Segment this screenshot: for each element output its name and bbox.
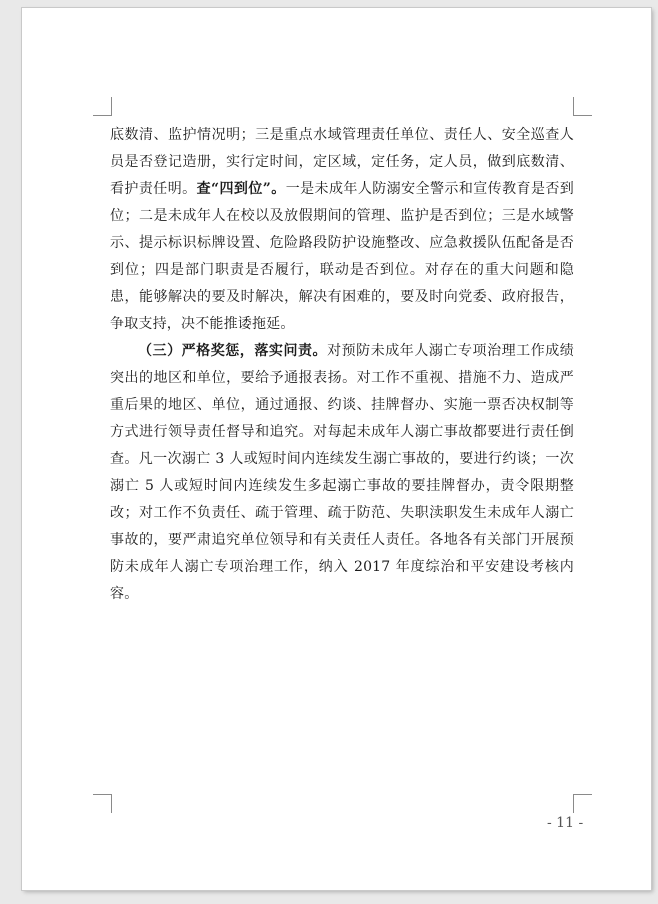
section-text: 对预防未成年人溺亡专项治理工作成绩突出的地区和单位，要给予通报表扬。对工作不重视、措施不力、造成严重后果的地区、单位，通过通报、约谈、挂牌督办、实施一票否决权制等方式进行领导责任督导和追究。对每起未成年人溺亡事故都要进行责任倒查。凡一次溺亡 3 人或短时间内连续发生溺亡事故的，要进行约谈；一次溺亡 5 人或短时间内连续发生多起溺亡事故的要挂牌督办，责令限期整改；对工作不负责任、疏于管理、疏于防范、失职渎职发生未成年人溺亡事故的，要严肃追究单位领导和有关责任人责任。各地各有关部门开展预防未成年人溺亡专项治理工作，纳入 2017 年度综治和平安建设考核内容。 (110, 343, 574, 602)
inline-bold-heading: 查“四到位”。 (196, 181, 286, 197)
page-number: - 11 - (547, 815, 584, 831)
paragraph-continuation (110, 122, 574, 338)
paragraph-text-part1: 底数清、监护情况明；三是重点水域管理责任单位、责任人、安全巡查人员是否登记造册，实行定时间，定区域，定任务，定人员，做到底数清、看护责任明。 (110, 127, 574, 197)
document-body (110, 122, 574, 608)
paragraph-section-three (110, 338, 574, 608)
bottom-right-margin-mark (573, 794, 592, 813)
paragraph-text-part2: 一是未成年人防溺安全警示和宣传教育是否到位；二是未成年人在校以及放假期间的管理、监护是否到位；三是水域警示、提示标识标牌设置、危险路段防护设施整改、应急救援队伍配备是否到位；四是部门职责是否履行，联动是否到位。对存在的重大问题和隐患，能够解决的要及时解决，解决有困难的，要及时向党委、政府报告，争取支持，决不能推诿拖延。 (110, 181, 575, 332)
top-left-margin-mark (93, 97, 112, 116)
document-page (22, 8, 651, 890)
top-right-margin-mark (573, 97, 592, 116)
bottom-left-margin-mark (93, 794, 112, 813)
section-heading: （三）严格奖惩，落实问责。 (138, 343, 328, 359)
